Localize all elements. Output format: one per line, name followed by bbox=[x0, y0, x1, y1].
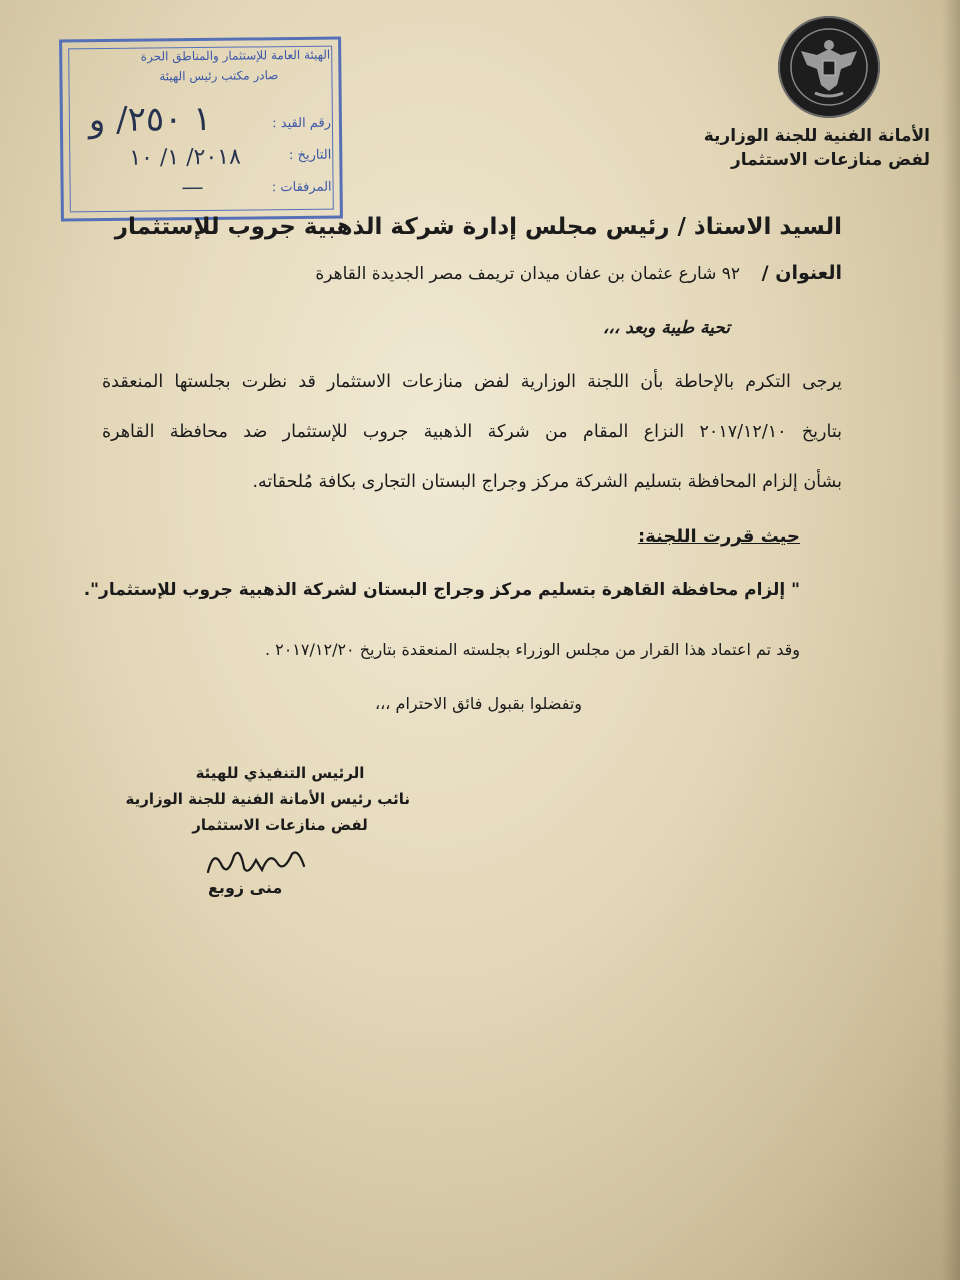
egypt-eagle-icon bbox=[778, 16, 880, 118]
body-line2: بتاريخ ٢٠١٧/١٢/١٠ النزاع المقام من شركة الذهبية جروب للإستثمار ضد محافظة القاهرة bbox=[102, 422, 842, 442]
stamp-ref-label: رقم القيد : bbox=[272, 115, 332, 132]
paper-edge-shadow bbox=[942, 0, 960, 1280]
letterhead-line1: الأمانة الفنية للجنة الوزارية bbox=[703, 126, 930, 146]
body-line1: يرجى التكرم بالإحاطة بأن اللجنة الوزارية لفض منازعات الاستثمار قد نظرت بجلستها المنعقدة bbox=[102, 372, 842, 392]
stamp-org-line2: صادر مكتب رئيس الهيئة bbox=[159, 68, 279, 84]
decided-heading: حيث قررت اللجنة: bbox=[637, 526, 800, 547]
signatory-title3: لفض منازعات الاستثمار bbox=[192, 816, 368, 834]
body-line3: بشأن إلزام المحافظة بتسليم الشركة مركز وجراج البستان التجارى بكافة مُلحقاته. bbox=[252, 472, 842, 492]
address-value: ٩٢ شارع عثمان بن عفان ميدان تريمف مصر الجديدة القاهرة bbox=[315, 264, 741, 284]
stamp-ref-value: ١ ٢٥٠/ و bbox=[88, 98, 212, 141]
stamp-attachments-label: المرفقات : bbox=[271, 179, 332, 196]
decision-text: " إلزام محافظة القاهرة بتسليم مركز وجراج البستان لشركة الذهبية جروب للإستثمار". bbox=[83, 580, 800, 600]
signature-block bbox=[125, 760, 410, 838]
closing-text: وتفضلوا بقبول فائق الاحترام ،،، bbox=[374, 694, 582, 713]
registry-stamp bbox=[59, 37, 343, 222]
signatory-title1: الرئيس التنفيذي للهيئة bbox=[195, 764, 365, 782]
signatory-title2: نائب رئيس الأمانة الفنية للجنة الوزارية bbox=[125, 790, 410, 808]
stamp-date-value: ٢٠١٨/ ١/ ١٠ bbox=[129, 144, 241, 171]
approval-text: وقد تم اعتماد هذا القرار من مجلس الوزراء بجلسته المنعقدة بتاريخ ٢٠١٧/١٢/٢٠ . bbox=[264, 640, 800, 659]
letterhead-line2: لفض منازعات الاستثمار bbox=[730, 150, 930, 170]
stamp-date-label: التاريخ : bbox=[288, 147, 332, 164]
stamp-attachments-value: — bbox=[181, 174, 204, 201]
address-label: العنوان / bbox=[761, 262, 842, 284]
addressee: السيد الاستاذ / رئيس مجلس إدارة شركة الذهبية جروب للإستثمار bbox=[114, 214, 842, 240]
address-row bbox=[315, 262, 842, 284]
stamp-org-line1: الهيئة العامة للإستثمار والمناطق الحرة bbox=[140, 47, 331, 64]
handwritten-signature bbox=[200, 842, 320, 882]
signatory-name: منى زوبع bbox=[208, 878, 283, 897]
greeting: تحية طيبة وبعد ،،، bbox=[602, 318, 730, 338]
